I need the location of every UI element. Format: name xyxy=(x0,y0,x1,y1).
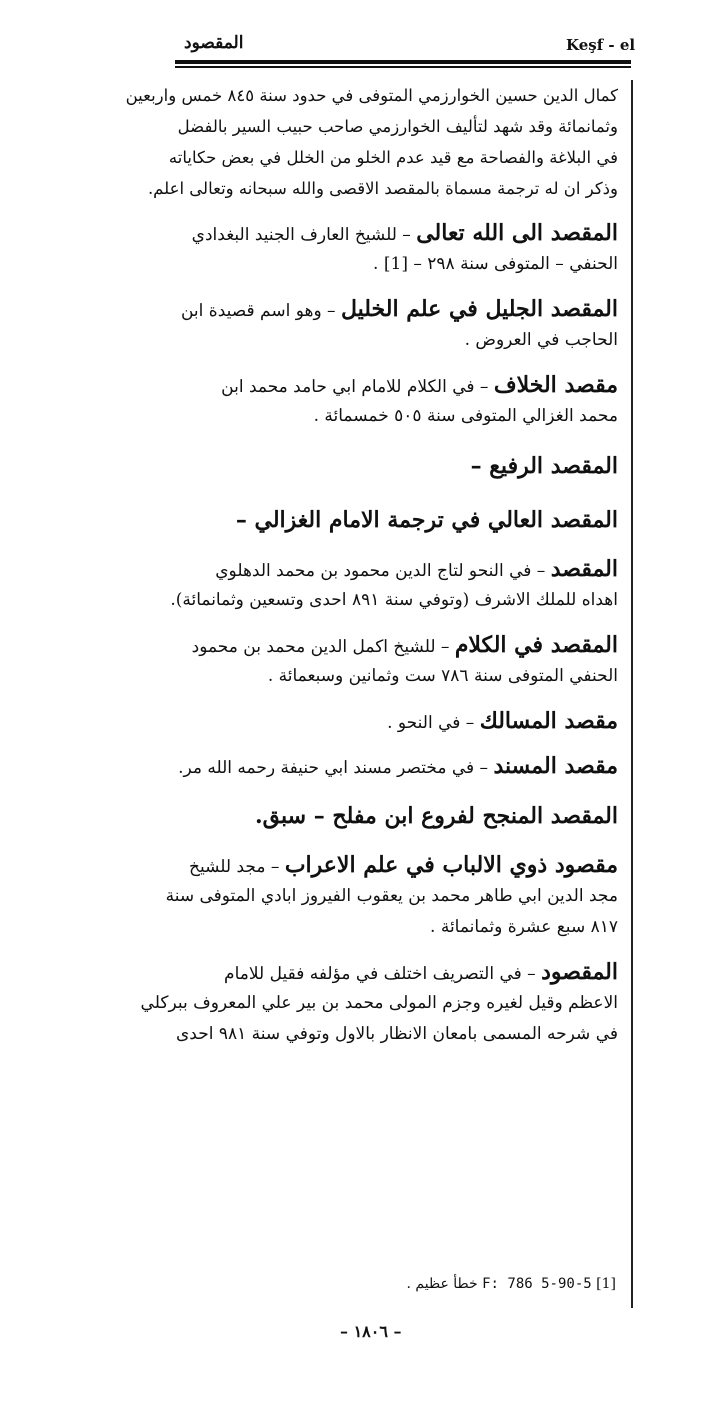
entry-headword: المقصد في الكلام xyxy=(454,632,618,658)
entry xyxy=(180,218,618,280)
text-line: الحاجب في العروض . xyxy=(464,330,618,350)
entry-first-line xyxy=(180,706,618,737)
page-number: – ١٨٠٦ – xyxy=(340,1322,402,1341)
entry-text: – في النحو لتاج الدين محمود بن محمد الدهلوي xyxy=(215,561,551,581)
text-line: ٨١٧ سبع عشرة وثمانمائة . xyxy=(430,917,618,937)
footnote xyxy=(196,1276,616,1292)
entry-headword: المقصود xyxy=(541,959,618,985)
entry-headword: مقصد الخلاف xyxy=(493,372,618,398)
running-header-arabic: المقصود xyxy=(184,33,244,53)
entry-first-line xyxy=(180,218,618,249)
page-body xyxy=(125,80,618,1050)
entry-first-line xyxy=(180,850,618,881)
margin-vertical-rule xyxy=(631,80,633,1308)
entry-headword: المقصد الرفيع – xyxy=(470,453,618,479)
entry-headword: المقصد الى الله تعالى xyxy=(416,220,618,246)
text-line: الحنفي المتوفى سنة ٧٨٦ ست وثمانين وسبعمائة . xyxy=(267,666,618,686)
entry-continuation xyxy=(125,80,618,204)
text-line: محمد الغزالي المتوفى سنة ٥٠٥ خمسمائة . xyxy=(313,406,618,426)
text-line: وذكر ان له ترجمة مسماة بالمقصد الاقصى والله سبحانه وتعالى اعلم. xyxy=(147,179,618,198)
text-line: كمال الدين حسين الخوارزمي المتوفى في حدود سنة ٨٤٥ خمس واربعين xyxy=(125,86,618,105)
text-line: الحنفي – المتوفى سنة ٢٩٨ – [1] . xyxy=(373,254,618,274)
entry-text: – في مختصر مسند ابي حنيفة رحمه الله مر. xyxy=(178,758,494,778)
entry-first-line xyxy=(180,294,618,325)
entry-text: – للشيخ العارف الجنيد البغدادي xyxy=(191,225,417,245)
entry xyxy=(165,850,618,943)
entry-text: – للشيخ اكمل الدين محمد بن محمود xyxy=(191,637,455,657)
entry-headword: المقصد العالي في ترجمة الامام الغزالي – xyxy=(235,507,618,533)
header-rule-thin xyxy=(175,66,631,68)
entry xyxy=(170,554,618,616)
entry-text: – في الكلام للامام ابي حامد محمد ابن xyxy=(221,377,494,397)
entry-first-line xyxy=(180,751,618,782)
entry-headword: مقصد المسند xyxy=(493,753,618,779)
entry xyxy=(180,630,618,692)
footnote-arabic: خطأ عظيم . xyxy=(406,1276,478,1292)
text-line: مجد الدين ابي طاهر محمد بن يعقوب الفيروز ابادي المتوفى سنة xyxy=(165,886,618,906)
entry-text: – في النحو . xyxy=(387,713,480,733)
entry-first-line xyxy=(180,957,618,988)
entry-first-line xyxy=(180,630,618,661)
header-rule-thick xyxy=(175,60,631,64)
entry-headword: مقصود ذوي الالباب في علم الاعراب xyxy=(284,852,618,878)
text-line: في البلاغة والفصاحة مع قيد عدم الخلو من الخلل في بعض حكاياته xyxy=(168,148,618,167)
entry-headword: مقصد المسالك xyxy=(479,708,618,734)
footnote-reference: F: 786 5-90-5 xyxy=(482,1276,592,1292)
footnote-marker: [1] xyxy=(596,1276,616,1292)
running-header-latin: Keşf - el xyxy=(566,36,636,54)
text-line: في شرحه المسمى بامعان الانظار بالاول وتوفي سنة ٩٨١ احدى xyxy=(176,1024,618,1044)
entry-first-line xyxy=(180,554,618,585)
entry-text: – في التصريف اختلف في مؤلفه فقيل للامام xyxy=(224,964,542,984)
entry-headword: المقصد الجليل في علم الخليل xyxy=(340,296,618,322)
text-line: وثمانمائة وقد شهد لتأليف الخوارزمي صاحب حبيب السير بالفضل xyxy=(177,117,618,136)
entry-first-line xyxy=(180,370,618,401)
entry-headword: المقصد المنجح لفروع ابن مفلح – سبق. xyxy=(255,803,618,829)
entry xyxy=(180,294,618,356)
entry xyxy=(180,370,618,432)
entry-headword: المقصد xyxy=(550,556,618,582)
text-line: اهداه للملك الاشرف (وتوفي سنة ٨٩١ احدى وتسعين وثمانمائة). xyxy=(170,590,618,610)
text-line: الاعظم وقيل لغيره وجزم المولى محمد بن بير علي المعروف ببركلي xyxy=(140,993,618,1013)
entry xyxy=(140,957,618,1050)
entry-text: – مجد للشيخ xyxy=(189,857,285,877)
entry-text: – وهو اسم قصيدة ابن xyxy=(180,301,341,321)
